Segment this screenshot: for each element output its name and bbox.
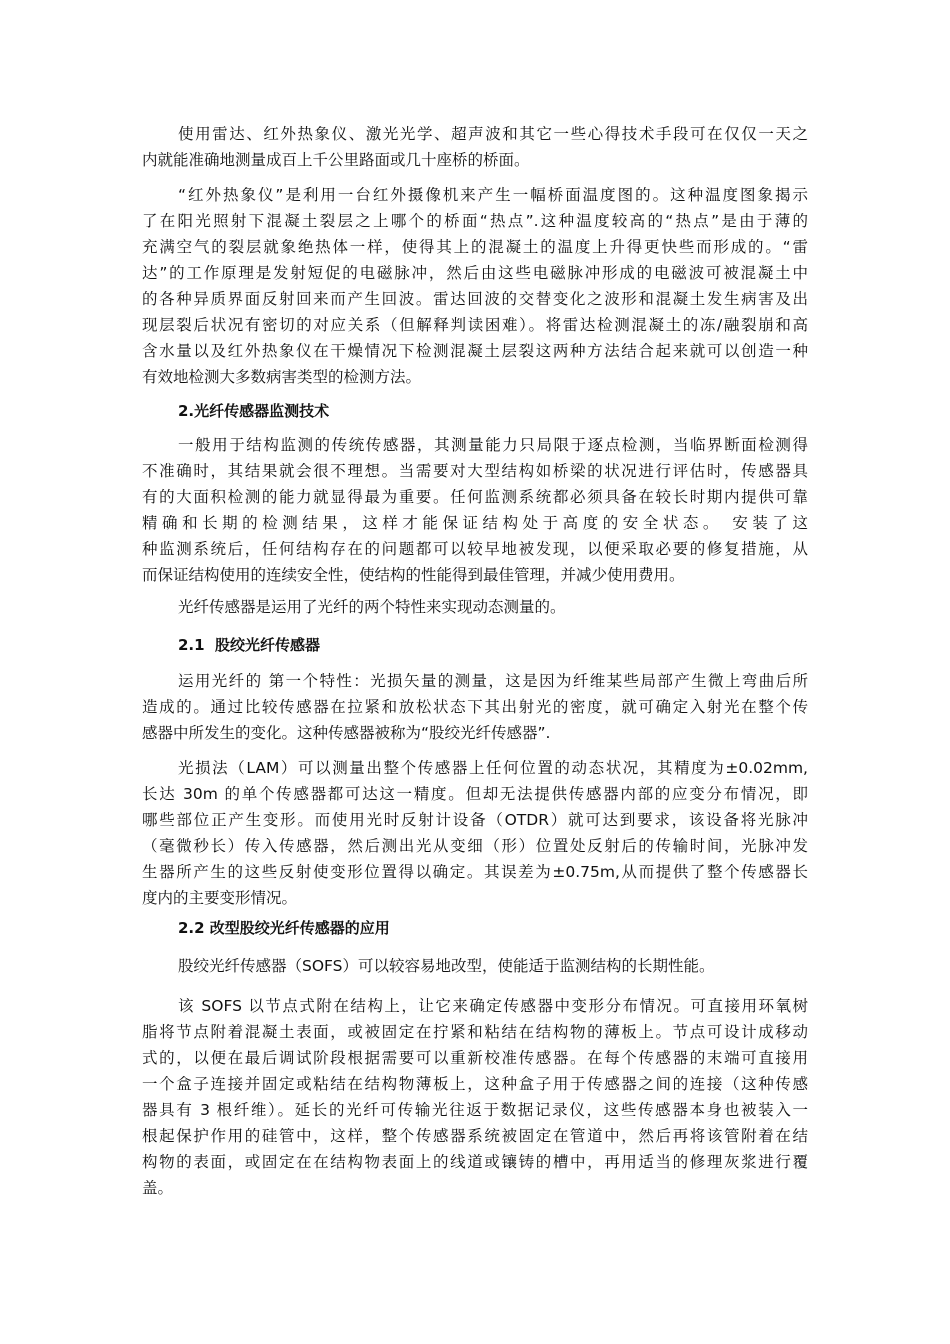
text-line: 含水量以及红外热象仪在干燥情况下检测混凝土层裂这两种方法结合起来就可以创造一种 (142, 342, 808, 360)
paragraph-lam-otdr (142, 755, 808, 911)
text-line: 感器中所发生的变化。这种传感器被称为“股绞光纤传感器”. (142, 724, 551, 742)
text-line: 的各种异质界面反射回来而产生回波。雷达回波的交替变化之波形和混凝土发生病害及出 (142, 290, 808, 308)
paragraph-first-property (142, 668, 808, 746)
text-line: 式的，以便在最后调试阶段根据需要可以重新校准传感器。在每个传感器的末端可直接用 (142, 1049, 808, 1067)
text-line: “红外热象仪”是利用一台红外摄像机来产生一幅桥面温度图的。这种温度图象揭示 (178, 186, 808, 204)
text-line: 股绞光纤传感器（SOFS）可以较容易地改型，使能适于监测结构的长期性能。 (178, 957, 715, 975)
text-line: 而保证结构使用的连续安全性，使结构的性能得到最佳管理，并减少使用费用。 (142, 566, 685, 584)
section-heading-2: 2.光纤传感器监测技术 (178, 402, 330, 420)
text-line: 了在阳光照射下混凝土裂层之上哪个的桥面“热点”.这种温度较高的“热点”是由于薄的 (142, 212, 808, 230)
paragraph-sofs-modification (142, 953, 808, 979)
text-line: 一般用于结构监测的传统传感器，其测量能力只局限于逐点检测，当临界断面检测得 (178, 436, 808, 454)
paragraph-radar-intro (142, 121, 808, 173)
text-line: 有效地检测大多数病害类型的检测方法。 (142, 368, 422, 386)
text-line: 生器所产生的这些反射使变形位置得以确定。其误差为±0.75m,从而提供了整个传感器长 (142, 863, 808, 881)
text-line: 光损法（LAM）可以测量出整个传感器上任何位置的动态状况，其精度为±0.02mm, (178, 759, 808, 777)
text-line: 种监测系统后，任何结构存在的问题都可以较早地被发现，以便采取必要的修复措施，从 (142, 540, 808, 558)
text-line: 长达 30m 的单个传感器都可达这一精度。但却无法提供传感器内部的应变分布情况，即 (142, 785, 808, 803)
text-line: 造成的。通过比较传感器在拉紧和放松状态下其出射光的密度，就可确定入射光在整个传 (142, 698, 808, 716)
text-line: 不准确时，其结果就会很不理想。当需要对大型结构如桥梁的状况进行评估时，传感器具 (142, 462, 808, 480)
section-heading-2-2: 2.2 改型股绞光纤传感器的应用 (178, 919, 390, 937)
text-line: （毫微秒长）传入传感器，然后测出光从变细（形）位置处反射后的传输时间，光脉冲发 (142, 837, 808, 855)
paragraph-fiber-properties (142, 594, 808, 620)
text-line: 一个盒子连接并固定或粘结在结构物薄板上，这种盒子用于传感器之间的连接（这种传感 (142, 1075, 808, 1093)
text-line: 器具有 3 根纤维）。延长的光纤可传输光往返于数据记录仪，这些传感器本身也被装入一 (142, 1101, 808, 1119)
text-line: 脂将节点附着混凝土表面，或被固定在拧紧和粘结在结构物的薄板上。节点可设计成移动 (142, 1023, 808, 1041)
text-line: 光纤传感器是运用了光纤的两个特性来实现动态测量的。 (178, 598, 566, 616)
paragraph-sofs-installation (142, 993, 808, 1201)
text-line: 达”的工作原理是发射短促的电磁脉冲，然后由这些电磁脉冲形成的电磁波可被混凝土中 (142, 264, 808, 282)
text-line: 度内的主要变形情况。 (142, 889, 298, 907)
text-line: 有的大面积检测的能力就显得最为重要。任何监测系统都必须具备在较长时期内提供可靠 (142, 488, 808, 506)
section-heading-2-1: 2.1 股绞光纤传感器 (178, 636, 321, 654)
text-line: 该 SOFS 以节点式附在结构上，让它来确定传感器中变形分布情况。可直接用环氧树 (178, 997, 808, 1015)
text-line: 内就能准确地测量成百上千公里路面或几十座桥的桥面。 (142, 151, 530, 169)
text-line: 现层裂后状况有密切的对应关系（但解释判读困难）。将雷达检测混凝土的冻/融裂崩和高 (142, 316, 808, 334)
text-line: 精确和长期的检测结果，这样才能保证结构处于高度的安全状态。 安装了这 (142, 514, 808, 532)
text-line: 根起保护作用的硅管中，这样，整个传感器系统被固定在管道中，然后再将该管附着在结 (142, 1127, 808, 1145)
text-line: 哪些部位正产生变形。而使用光时反射计设备（OTDR）就可达到要求，该设备将光脉冲 (142, 811, 808, 829)
text-line: 盖。 (142, 1179, 174, 1197)
paragraph-traditional-sensors (142, 432, 808, 588)
text-line: 运用光纤的 第一个特性：光损矢量的测量，这是因为纤维某些局部产生微上弯曲后所 (178, 672, 808, 690)
paragraph-infrared (142, 182, 808, 390)
text-line: 使用雷达、红外热象仪、激光光学、超声波和其它一些心得技术手段可在仅仅一天之 (178, 125, 808, 143)
text-line: 充满空气的裂层就象绝热体一样，使得其上的混凝土的温度上升得更快些而形成的。“雷 (142, 238, 808, 256)
text-line: 构物的表面，或固定在在结构物表面上的线道或镶铸的槽中，再用适当的修理灰浆进行覆 (142, 1153, 808, 1171)
